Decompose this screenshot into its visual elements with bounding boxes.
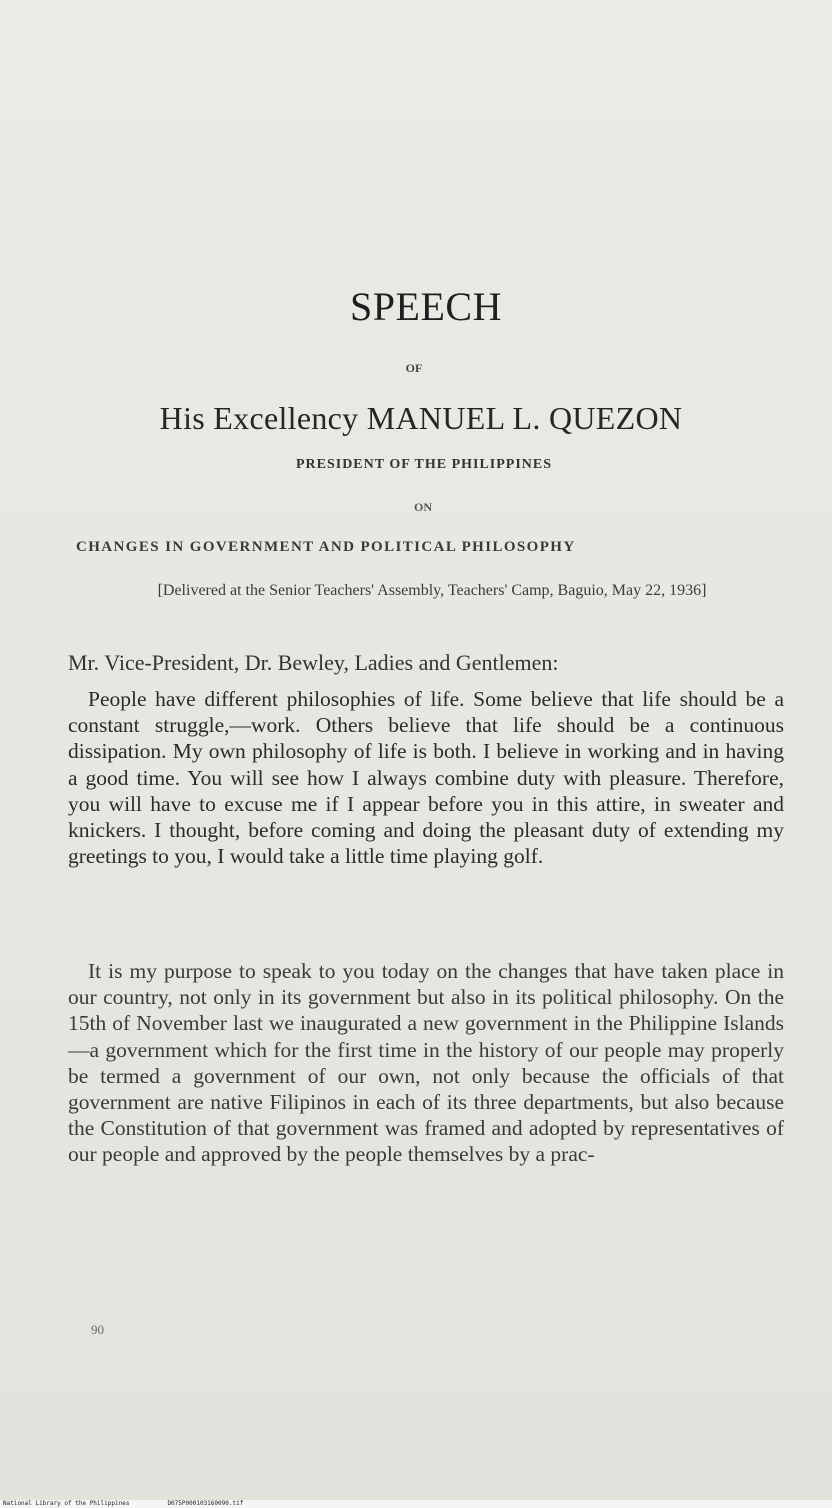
- delivery-note: [Delivered at the Senior Teachers' Assembly, Teachers' Camp, Baguio, May 22, 1936]: [157, 582, 707, 599]
- library-name: National Library of the Philippines: [3, 1500, 130, 1507]
- paragraph-1: [68, 686, 784, 869]
- speaker-position: PRESIDENT OF THE PHILIPPINES: [295, 457, 553, 472]
- of-label: OF: [405, 361, 423, 375]
- salutation: Mr. Vice-President, Dr. Bewley, Ladies and Gentlemen:: [68, 650, 559, 675]
- page-number: 90: [91, 1322, 104, 1337]
- speech-title: SPEECH: [350, 284, 502, 329]
- scan-footer: [0, 1500, 832, 1508]
- paragraph-2: [68, 958, 784, 1168]
- on-label: ON: [414, 500, 432, 514]
- paragraph-text: People have different philosophies of life. Some believe that life should be a constant struggle,—work. Others believe that life should be a continuous dissipation. My own philosophy of life is both. I believe in working and in having a good time. You will see how I always combine duty with pleasure. Therefore, you will have to excuse me if I appear before you in this attire, in sweater and knickers. I thought, before coming and doing the pleasant duty of extending my greetings to you, I would take a little time playing golf.: [68, 687, 784, 869]
- file-name: D075P000103160090.tif: [167, 1500, 244, 1507]
- paragraph-text: It is my purpose to speak to you today on the changes that have taken place in our country, not only in its government but also in its political philosophy. On the 15th of November last we inaugurated a new government in the Philippine Islands—a government which for the first time in the history of our people may properly be termed a government of our own, not only because the officials of that government are native Filipinos in each of its three departments, but also because the Constitution of that government was framed and adopted by representatives of our people and approved by the people themselves by a prac-: [68, 959, 784, 1167]
- speaker-name: His Excellency MANUEL L. QUEZON: [159, 400, 683, 436]
- speech-subject: CHANGES IN GOVERNMENT AND POLITICAL PHILOSOPHY: [76, 539, 576, 555]
